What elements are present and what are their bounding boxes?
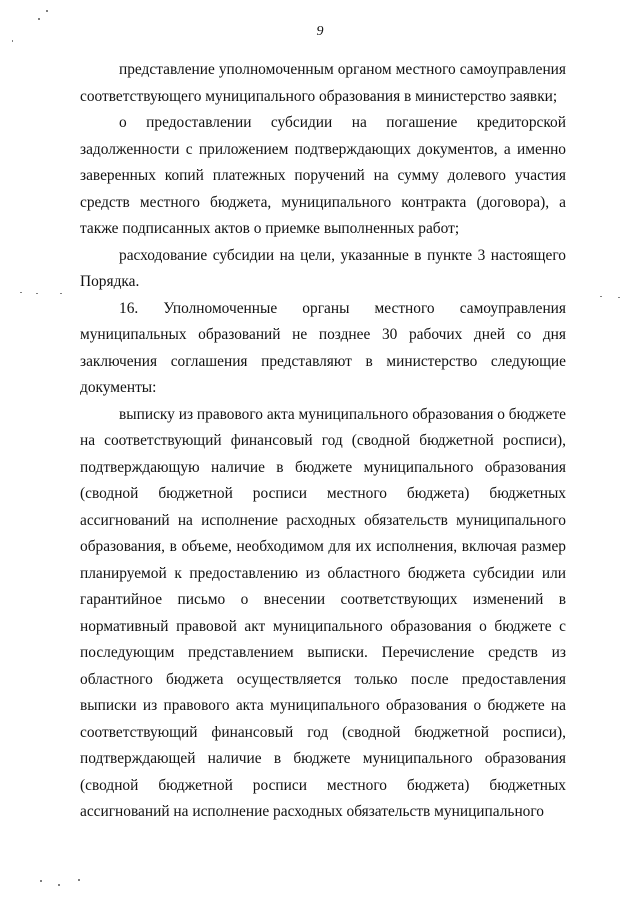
scan-speck <box>58 884 60 886</box>
scan-speck <box>78 879 80 881</box>
paragraph-2: о предоставлении субсидии на погашение кредиторской задолженности с приложением подтверждающих документов, а именно заверенных копий платежных поручений на сумму долевого участия средств местного бюджета, муниципального контракта (договора), а также подписанных актов о приемке выполненных работ; <box>80 114 566 237</box>
scan-speck <box>36 293 38 294</box>
scan-speck <box>12 40 13 42</box>
scan-speck <box>38 18 40 20</box>
scan-speck <box>600 296 602 297</box>
scan-speck <box>46 10 48 12</box>
paragraph-4: 16. Уполномоченные органы местного самоуправления муниципальных образований не позднее 30 рабочих дней со дня заключения соглашения представляют в министерство следующие документы: <box>80 299 566 396</box>
paragraph-1: представление уполномоченным органом местного самоуправления соответствующего муниципального образования в министерство заявки; <box>80 61 566 105</box>
document-body <box>80 57 566 826</box>
scan-speck <box>40 880 42 882</box>
scan-speck <box>60 293 62 294</box>
paragraph-3: расходование субсидии на цели, указанные в пункте 3 настоящего Порядка. <box>80 246 566 290</box>
scan-speck <box>20 292 22 293</box>
paragraph-5: выписку из правового акта муниципального образования о бюджете на соответствующий финансовый год (сводной бюджетной росписи), подтверждающую наличие в бюджете муниципального образования (сводной бюджетной росписи местного бюджета) бюджетных ассигнований на исполнение расходных обязательств муниципального образования, в объеме, необходимом для их исполнения, включая размер планируемой к предоставлению из областного бюджета субсидии или гарантийное письмо о внесении соответствующих изменений в нормативный правовой акт муниципального образования о бюджете с последующим представлением выписки. Перечисление средств из областного бюджета осуществляется только после предоставления выписки из правового акта муниципального образования о бюджете на соответствующий финансовый год (сводной бюджетной росписи), подтверждающей наличие в бюджете муниципального образования (сводной бюджетной росписи местного бюджета) бюджетных ассигнований на исполнение расходных обязательств муниципального <box>80 405 566 820</box>
page-number: 9 <box>316 24 324 39</box>
scan-speck <box>618 297 620 298</box>
